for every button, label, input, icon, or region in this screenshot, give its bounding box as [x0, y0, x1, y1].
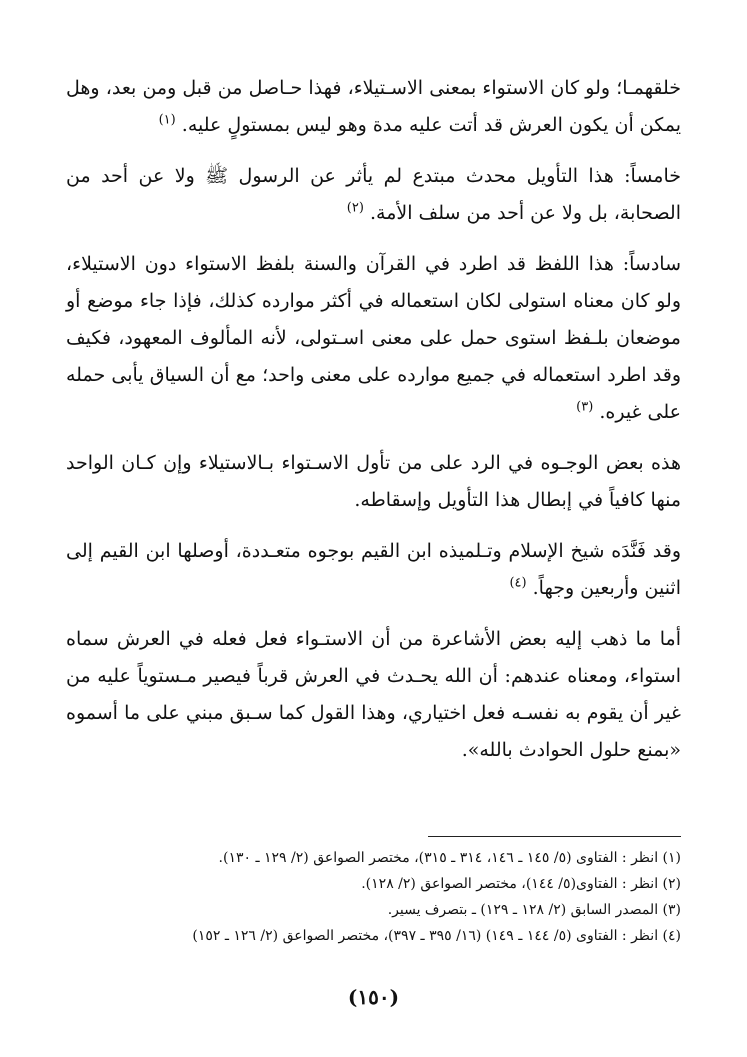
main-text [66, 70, 681, 783]
paragraph-3 [66, 246, 681, 431]
paragraph-text: خامساً: هذا التأويل محدث مبتدع لم يأثر عن الرسول ﷺ ولا عن أحد من الصحابة، بل ولا عن أحد من سلف الأمة. [66, 165, 681, 224]
paragraph-text: خلقهمـا؛ ولو كان الاستواء بمعنى الاسـتيلاء، فهذا حـاصل من قبل ومن بعد، وهل يمكن أن يكون العرش قد أتت عليه مدة وهو ليس بمستولٍ عليه. [66, 77, 681, 136]
footnote-1: (١) انظر : الفتاوى (٥/ ١٤٥ ـ ١٤٦، ٣١٤ ـ ٣١٥)، مختصر الصواعق (٢/ ١٢٩ ـ ١٣٠). [218, 850, 681, 866]
paragraph-4 [66, 445, 681, 519]
paragraph-2 [66, 158, 681, 232]
paragraph-text: سادساً: هذا اللفظ قد اطرد في القرآن والسنة بلفظ الاستواء دون الاستيلاء، ولو كان معناه استولى لكان استعماله في أكثر موارده كذلك، فإذا جاء موضع أو موضعان بلـفظ استوى حمل على معنى اسـتولى، لأنه المألوف المعهود، فكيف وقد اطرد استعماله في جميع موارده على معنى واحد؛ مع أن السياق يأبى حمله على غيره. [66, 253, 681, 423]
footnote-4: (٤) انظر : الفتاوى (٥/ ١٤٤ ـ ١٤٩) (١٦/ ٣٩٥ ـ ٣٩٧)، مختصر الصواعق (٢/ ١٢٦ ـ ١٥٢) [192, 928, 681, 944]
paragraph-text: وقد فَنَّدَه شيخ الإسلام وتـلميذه ابن القيم بوجوه متعـددة، أوصلها ابن القيم إلى اثنين وأربعين وجهاً. [66, 540, 681, 599]
paragraph-text: أما ما ذهب إليه بعض الأشاعرة من أن الاستـواء فعل فعله في العرش سماه استواء، ومعناه عندهم: أن الله يحـدث في العرش قرباً فيصير مـستوياً عليه من غير أن يقوم به نفسـه فعل اختياري، وهذا القول كما سـبق مبني على ما أسموه «بمنع حلول الحوادث بالله». [66, 628, 681, 761]
footnote-2: (٢) انظر : الفتاوى(٥/ ١٤٤)، مختصر الصواعق (٢/ ١٢٨). [361, 876, 681, 892]
footnote-ref-1: (١) [158, 112, 176, 128]
footnote-divider [428, 836, 681, 837]
footnote-3: (٣) المصدر السابق (٢/ ١٢٨ ـ ١٢٩) ـ بتصرف يسير. [387, 902, 681, 918]
paragraph-5 [66, 533, 681, 607]
paragraph-6 [66, 621, 681, 769]
footnote-ref-4: (٤) [509, 575, 527, 591]
footnote-ref-2: (٢) [346, 200, 364, 216]
paragraph-1 [66, 70, 681, 144]
footnote-ref-3: (٣) [576, 399, 594, 415]
paragraph-text: هذه بعض الوجـوه في الرد على من تأول الاسـتواء بـالاستيلاء وإن كـان الواحد منها كافياً في إبطال هذا التأويل وإسقاطه. [66, 452, 681, 511]
footnotes [66, 845, 681, 949]
page-number: (١٥٠) [347, 985, 400, 1009]
